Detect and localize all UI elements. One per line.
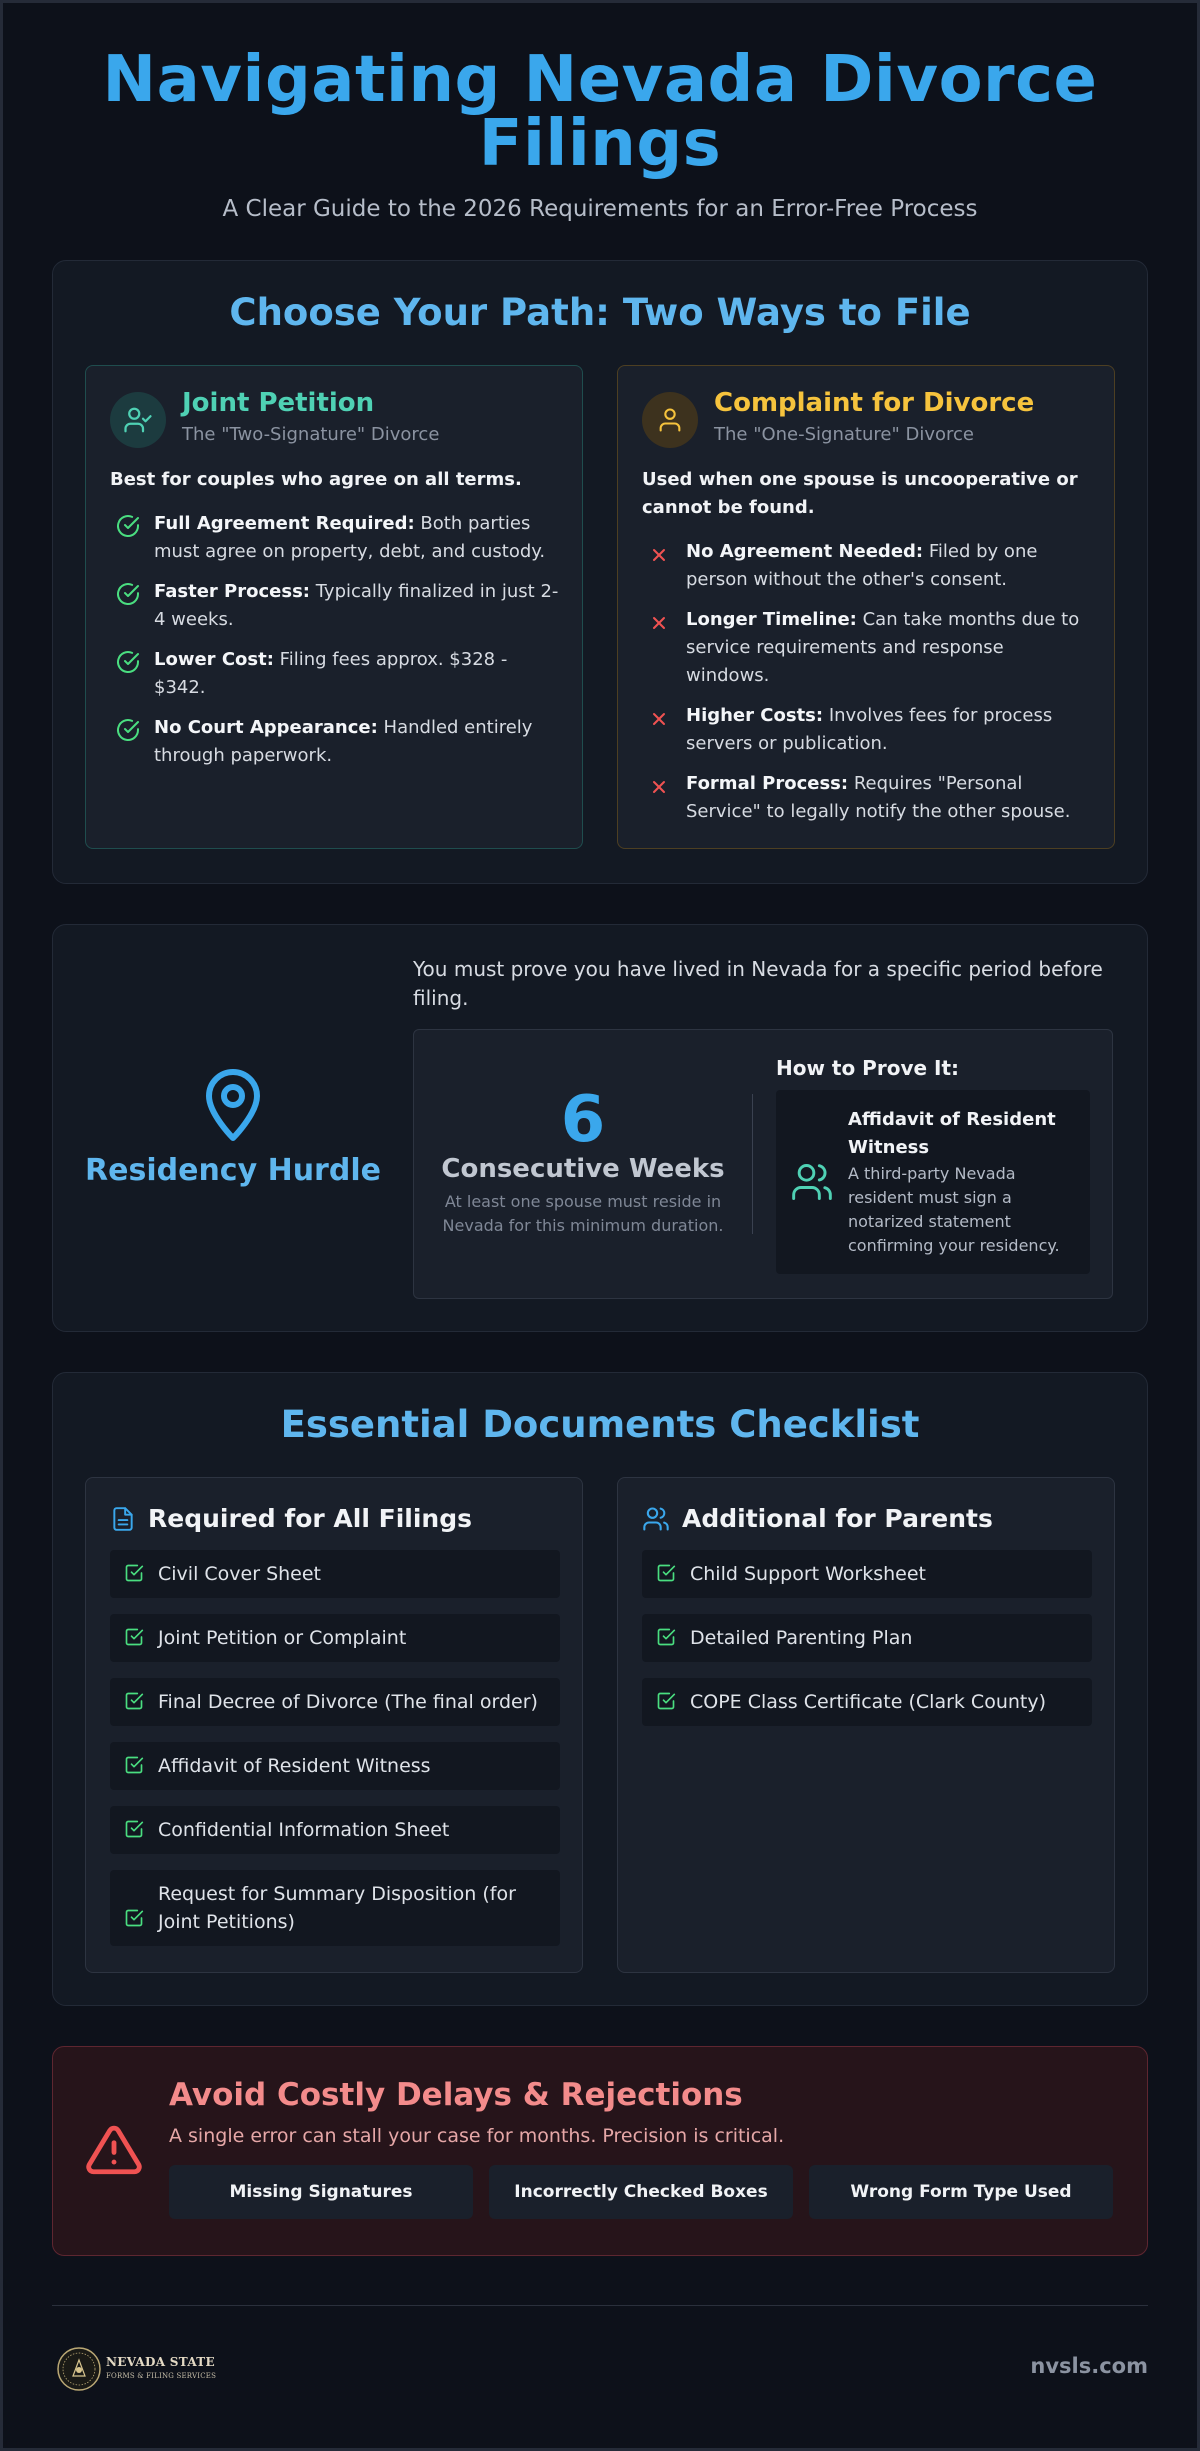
item-text: Filed by one person without the other's consent.	[686, 541, 1038, 590]
joint-petition-card	[85, 365, 583, 849]
list-item	[110, 1678, 560, 1726]
warning-title: Avoid Costly Delays & Rejections	[169, 2077, 743, 2113]
page-title: Navigating Nevada Divorce Filings	[102, 43, 1098, 181]
parents-documents-list	[642, 1550, 1092, 1742]
error-pill: Incorrectly Checked Boxes	[489, 2165, 793, 2219]
item-text: Joint Petition or Complaint	[158, 1627, 407, 1649]
x-icon	[648, 610, 672, 634]
item-label: No Agreement Needed:	[686, 541, 924, 562]
x-icon	[648, 774, 672, 798]
check-square-icon	[124, 1819, 144, 1839]
document-icon	[110, 1506, 136, 1532]
list-item	[642, 1678, 1092, 1726]
page-subtitle: A Clear Guide to the 2026 Requirements for an Error-Free Process	[222, 196, 978, 222]
item-label: Longer Timeline:	[686, 609, 857, 630]
card-title: Joint Petition	[182, 388, 375, 418]
list-item	[642, 538, 1092, 594]
x-icon	[648, 706, 672, 730]
item-text: Requires "Personal Service" to legally notify the other spouse.	[686, 773, 1071, 822]
check-circle-icon	[116, 718, 140, 742]
website-link[interactable]: nvsls.com	[1030, 2354, 1148, 2378]
section-title: Essential Documents Checklist	[280, 1403, 920, 1446]
check-square-icon	[656, 1691, 676, 1711]
check-square-icon	[124, 1691, 144, 1711]
list-item	[110, 1614, 560, 1662]
footer-divider	[52, 2305, 1148, 2306]
list-item	[642, 1550, 1092, 1598]
list-item	[110, 510, 560, 566]
card-subtitle: The "Two-Signature" Divorce	[182, 424, 440, 445]
list-item	[642, 606, 1092, 690]
item-label: Formal Process:	[686, 773, 849, 794]
residency-note: At least one spouse must reside in Nevada for this minimum duration.	[442, 1192, 724, 1235]
list-item	[110, 1550, 560, 1598]
check-circle-icon	[116, 582, 140, 606]
affidavit-card	[776, 1090, 1090, 1274]
error-pill: Wrong Form Type Used	[809, 2165, 1113, 2219]
item-text: Typically finalized in just 2-4 weeks.	[154, 581, 559, 630]
user-check-icon	[110, 392, 166, 448]
list-item	[110, 714, 560, 770]
item-label: No Court Appearance:	[154, 717, 378, 738]
item-text: Affidavit of Resident Witness	[158, 1755, 431, 1777]
error-pill: Missing Signatures	[169, 2165, 473, 2219]
item-text: Filing fees approx. $328 - $342.	[154, 649, 508, 698]
item-text: Request for Summary Disposition (for Joint Petitions)	[158, 1883, 516, 1933]
parents-documents-card	[617, 1477, 1115, 1973]
residency-details	[413, 1029, 1113, 1299]
list-item	[110, 646, 560, 702]
list-item	[110, 578, 560, 634]
item-text: Final Decree of Divorce (The final order)	[158, 1691, 538, 1713]
item-text: Confidential Information Sheet	[158, 1819, 450, 1841]
documents-checklist-section	[52, 1372, 1148, 2006]
item-label: Faster Process:	[154, 581, 310, 602]
item-text: Child Support Worksheet	[690, 1563, 926, 1585]
list-item	[110, 1806, 560, 1854]
users-icon	[790, 1160, 834, 1204]
item-label: Full Agreement Required:	[154, 513, 415, 534]
card-title: Required for All Filings	[148, 1504, 472, 1533]
item-label: Higher Costs:	[686, 705, 824, 726]
affidavit-name: Affidavit of Resident Witness	[848, 1109, 1056, 1158]
item-text: COPE Class Certificate (Clark County)	[690, 1691, 1047, 1713]
residency-duration-unit: Consecutive Weeks	[441, 1154, 725, 1184]
complaint-card	[617, 365, 1115, 849]
card-header	[110, 1504, 472, 1533]
alert-triangle-icon	[85, 2123, 143, 2177]
warning-subtitle: A single error can stall your case for months. Precision is critical.	[169, 2125, 785, 2147]
map-pin-icon	[197, 1065, 269, 1145]
item-text: Civil Cover Sheet	[158, 1563, 321, 1585]
item-label: Lower Cost:	[154, 649, 274, 670]
filing-paths-section	[52, 260, 1148, 884]
list-item	[110, 1870, 560, 1946]
check-square-icon	[124, 1563, 144, 1583]
residency-duration-number: 6	[560, 1083, 606, 1157]
section-title: Choose Your Path: Two Ways to File	[229, 291, 971, 334]
residency-section	[52, 924, 1148, 1332]
prove-title: How to Prove It:	[776, 1056, 960, 1080]
item-text: Handled entirely through paperwork.	[154, 717, 533, 766]
page-header	[0, 43, 1200, 222]
check-circle-icon	[116, 514, 140, 538]
card-subtitle: The "One-Signature" Divorce	[714, 424, 974, 445]
check-square-icon	[656, 1563, 676, 1583]
list-item	[642, 1614, 1092, 1662]
check-square-icon	[124, 1627, 144, 1647]
list-item	[642, 770, 1092, 826]
users-icon	[642, 1505, 670, 1533]
seal-logo	[56, 2346, 102, 2392]
divider	[752, 1094, 753, 1234]
list-item	[110, 1742, 560, 1790]
item-text: Can take months due to service requirements and response windows.	[686, 609, 1080, 686]
item-text: Both parties must agree on property, debt, and custody.	[154, 513, 546, 562]
item-text: Involves fees for process servers or publication.	[686, 705, 1053, 754]
brand-name: NEVADA STATE	[106, 2355, 215, 2369]
card-lead: Used when one spouse is uncooperative or cannot be found.	[642, 469, 1078, 518]
card-lead: Best for couples who agree on all terms.	[110, 469, 522, 490]
residency-intro: You must prove you have lived in Nevada for a specific period before filing.	[413, 957, 1103, 1010]
required-documents-list	[110, 1550, 560, 1962]
residency-title: Residency Hurdle	[85, 1153, 381, 1188]
joint-benefits-list	[110, 510, 560, 782]
brand-tagline: FORMS & FILING SERVICES	[106, 2372, 217, 2380]
required-documents-card	[85, 1477, 583, 1973]
check-square-icon	[124, 1755, 144, 1775]
x-icon	[648, 542, 672, 566]
warning-banner	[52, 2046, 1148, 2256]
check-square-icon	[656, 1627, 676, 1647]
user-icon	[642, 392, 698, 448]
card-header	[642, 1504, 993, 1533]
complaint-drawbacks-list	[642, 538, 1092, 838]
card-title: Additional for Parents	[682, 1504, 993, 1533]
item-text: Detailed Parenting Plan	[690, 1627, 913, 1649]
check-square-icon	[124, 1908, 144, 1928]
card-title: Complaint for Divorce	[714, 388, 1035, 418]
check-circle-icon	[116, 650, 140, 674]
affidavit-description: A third-party Nevada resident must sign a notarized statement confirming your residency.	[848, 1164, 1060, 1255]
list-item	[642, 702, 1092, 758]
